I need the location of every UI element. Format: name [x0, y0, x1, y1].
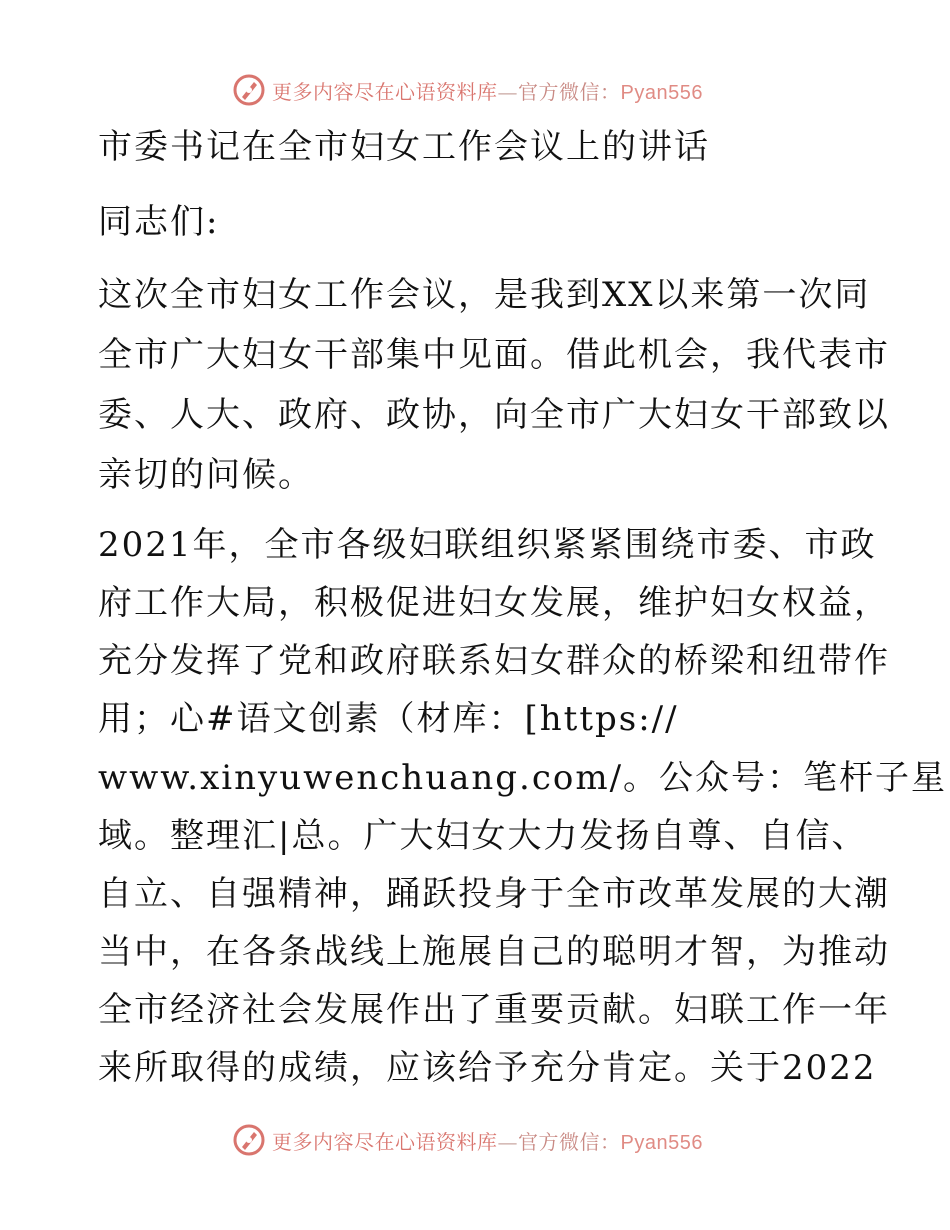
watermark-text: 更多内容尽在心语资料库—官方微信：Pyan556: [272, 1129, 703, 1154]
body-line: 2021年，全市各级妇联组织紧紧围绕市委、市政: [98, 525, 877, 565]
body-line: 充分发挥了党和政府联系妇女群众的桥梁和纽带作: [98, 641, 890, 681]
body-line: 全市经济社会发展作出了重要贡献。妇联工作一年: [98, 990, 890, 1030]
body-line: 全市广大妇女干部集中见面。借此机会，我代表市: [98, 335, 890, 375]
footer-watermark: [232, 1120, 712, 1160]
header-watermark: [232, 70, 712, 110]
logo-icon: [232, 73, 266, 107]
body-line: 委、人大、政府、政协，向全市广大妇女干部致以: [98, 395, 890, 435]
body-line: 来所取得的成绩，应该给予充分肯定。关于2022: [98, 1048, 877, 1088]
body-line: 亲切的问候。: [98, 455, 314, 495]
logo-icon: [232, 1123, 266, 1157]
salutation: 同志们:: [98, 202, 220, 242]
body-line: www.xinyuwenchuang.com/。公众号：笔杆子星: [98, 758, 948, 798]
body-line: 这次全市妇女工作会议，是我到XX以来第一次同: [98, 275, 871, 315]
body-line: 用；心#语文创素（材库：[https://: [98, 699, 679, 739]
body-line: 府工作大局，积极促进妇女发展，维护妇女权益，: [98, 583, 890, 623]
body-line: 域。整理汇|总。广大妇女大力发扬自尊、自信、: [98, 816, 868, 856]
body-line: 当中，在各条战线上施展自己的聪明才智，为推动: [98, 932, 890, 972]
watermark-text: 更多内容尽在心语资料库—官方微信：Pyan556: [272, 79, 703, 104]
document-title: 市委书记在全市妇女工作会议上的讲话: [98, 127, 710, 167]
body-line: 自立、自强精神，踊跃投身于全市改革发展的大潮: [98, 874, 890, 914]
